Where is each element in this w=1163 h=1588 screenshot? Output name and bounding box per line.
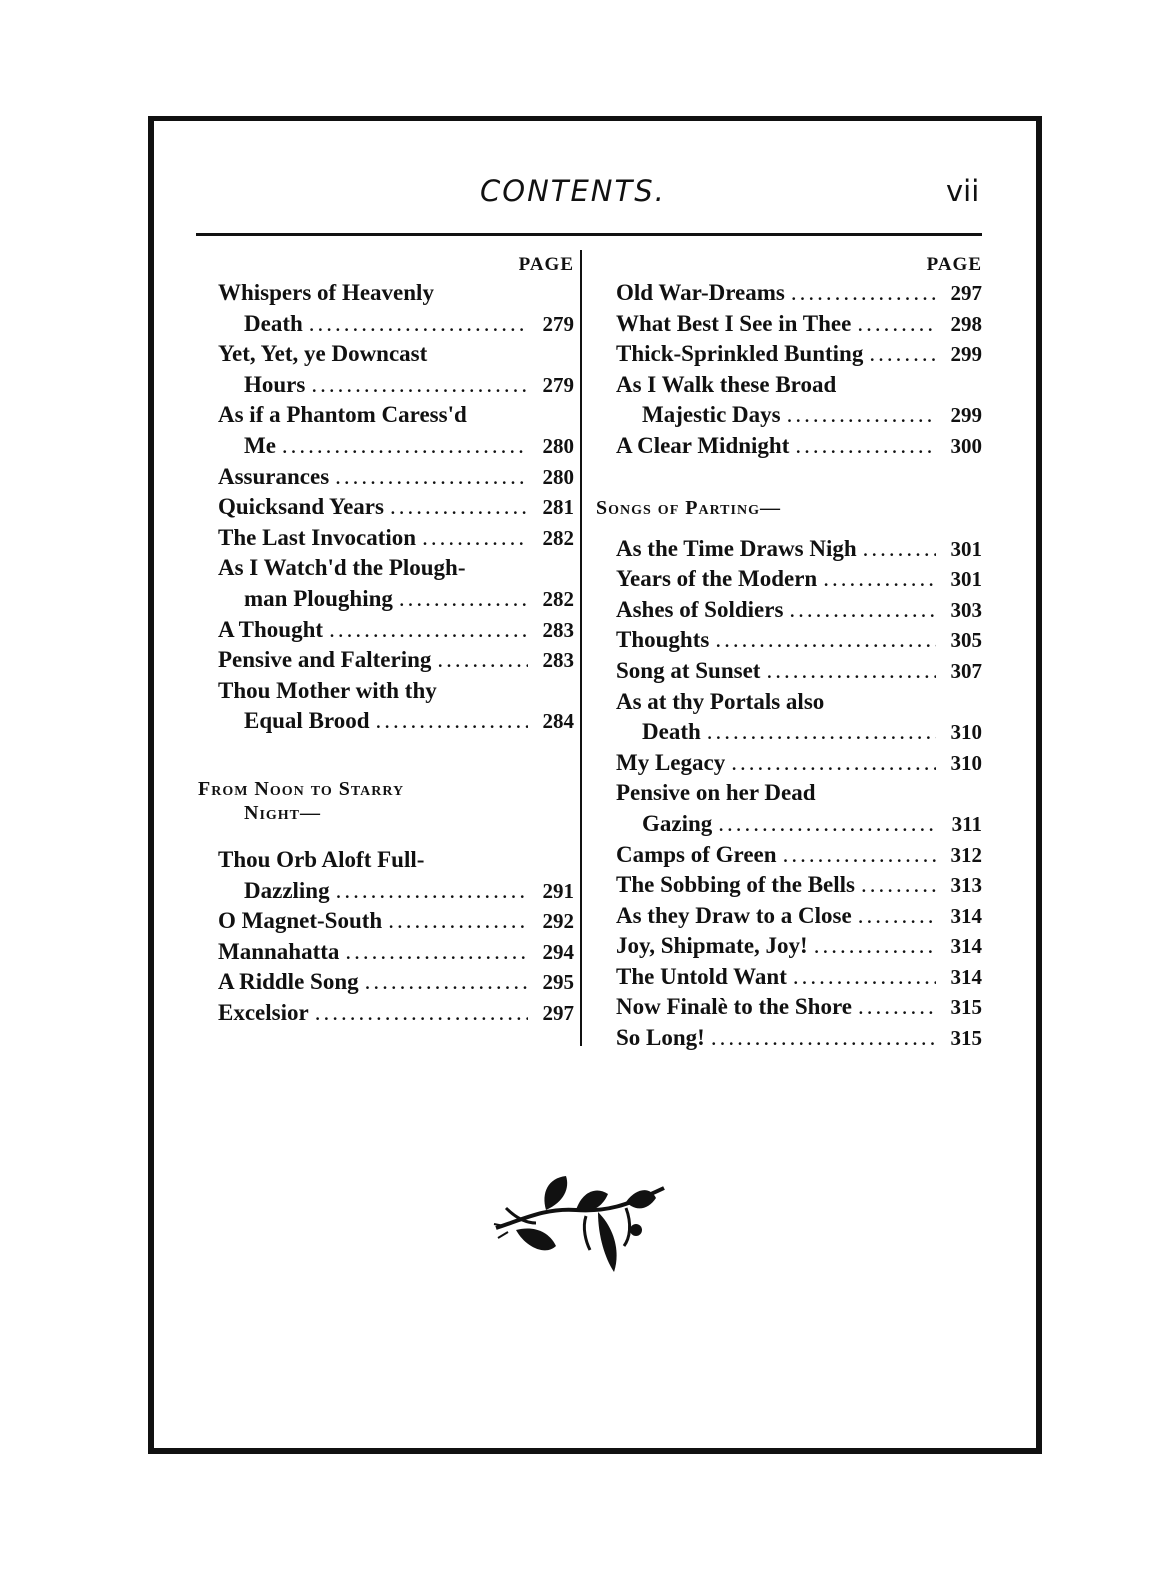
page-number: vii (946, 174, 980, 208)
toc-entry (198, 462, 574, 493)
entry-title: As I Walk these Broad (616, 371, 837, 397)
entry-page-number: 314 (950, 934, 982, 959)
column-divider (580, 250, 582, 1046)
entry-title: The Untold Want (616, 963, 787, 989)
entry-page-number: 303 (950, 597, 982, 622)
entry-title: Hours (244, 371, 306, 397)
entry-page-number: 314 (950, 964, 982, 989)
toc-entry (596, 278, 982, 309)
dot-leader (766, 656, 936, 687)
contents-right-column (596, 252, 982, 1054)
toc-entry (198, 845, 574, 906)
toc-entry (596, 625, 982, 656)
dot-leader (422, 523, 528, 554)
section-heading-songs-of-parting: Songs of Parting— (596, 496, 781, 519)
toc-entry (596, 931, 982, 962)
entry-page-number: 279 (542, 311, 574, 336)
entry-title: Majestic Days (642, 402, 781, 428)
entry-page-number: 307 (950, 658, 982, 683)
toc-entry (596, 564, 982, 595)
toc-entry (198, 967, 574, 998)
entry-title: My Legacy (616, 749, 726, 775)
entry-title: O Magnet-South (218, 908, 383, 934)
entry-title: Dazzling (244, 877, 330, 903)
entry-title: Ashes of Soldiers (616, 596, 784, 622)
entry-page-number: 297 (542, 1000, 574, 1025)
dot-leader (787, 400, 936, 431)
entry-title: Thick-Sprinkled Bunting (616, 341, 864, 367)
dot-leader (791, 278, 936, 309)
entry-title: The Last Invocation (218, 524, 417, 550)
toc-entry (596, 778, 982, 839)
toc-entry (596, 992, 982, 1023)
entry-title: A Clear Midnight (616, 432, 790, 458)
right-entries-group-2 (596, 534, 982, 1054)
toc-entry (198, 615, 574, 646)
entry-title: Thou Orb Aloft Full- (218, 846, 425, 872)
toc-entry (596, 840, 982, 871)
dot-leader (329, 615, 528, 646)
toc-entry (596, 370, 982, 431)
entry-page-number: 283 (542, 617, 574, 642)
toc-entry (198, 937, 574, 968)
entry-title: What Best I See in Thee (616, 310, 852, 336)
entry-title: Mannahatta (218, 938, 340, 964)
entry-page-number: 305 (950, 628, 982, 653)
entry-page-number: 291 (542, 878, 574, 903)
entry-page-number: 284 (542, 709, 574, 734)
left-entries-group-1 (198, 278, 574, 737)
toc-entry (596, 339, 982, 370)
dot-leader (388, 906, 528, 937)
toc-entry (596, 901, 982, 932)
entry-title: Pensive and Faltering (218, 647, 432, 673)
toc-entry (596, 534, 982, 565)
toc-entry (198, 278, 574, 339)
dot-leader (783, 840, 936, 871)
right-entries-group-1 (596, 278, 982, 462)
entry-page-number: 283 (542, 648, 574, 673)
left-entries-group-2 (198, 845, 574, 1029)
entry-title: Thoughts (616, 627, 710, 653)
toc-entry (596, 687, 982, 748)
page-column-label: PAGE (926, 254, 982, 275)
entry-page-number: 297 (950, 281, 982, 305)
entry-title: Song at Sunset (616, 657, 761, 683)
dot-leader (365, 967, 528, 998)
toc-entry (596, 309, 982, 340)
toc-entry (198, 553, 574, 614)
entry-page-number: 298 (950, 311, 982, 336)
dot-leader (282, 431, 528, 462)
toc-entry (596, 431, 982, 462)
entry-title: Equal Brood (244, 708, 370, 734)
page-column-label: PAGE (518, 254, 574, 275)
dot-leader (376, 706, 529, 737)
entry-title: As they Draw to a Close (616, 902, 852, 928)
entry-page-number: 282 (542, 586, 574, 611)
contents-left-column (198, 252, 574, 1028)
dot-leader (858, 992, 936, 1023)
entry-title: Pensive on her Dead (616, 780, 816, 806)
dot-leader (789, 595, 936, 626)
page-title: CONTENTS. (480, 174, 666, 208)
entry-title: The Sobbing of the Bells (616, 872, 855, 898)
dot-leader (309, 309, 528, 340)
entry-title: Whispers of Heavenly (218, 280, 434, 305)
entry-title: Now Finalè to the Shore (616, 994, 852, 1020)
floral-sprig-icon (486, 1168, 676, 1280)
dot-leader (315, 998, 528, 1029)
dot-leader (863, 534, 936, 565)
entry-title: Joy, Shipmate, Joy! (616, 933, 808, 959)
entry-page-number: 313 (950, 873, 982, 898)
entry-page-number: 315 (950, 995, 982, 1020)
entry-title: As I Watch'd the Plough- (218, 555, 466, 581)
entry-page-number: 300 (950, 433, 982, 458)
section-heading-line: From Noon to Starry (198, 777, 405, 800)
dot-leader (858, 901, 936, 932)
entry-title: Camps of Green (616, 841, 777, 867)
toc-entry (198, 400, 574, 461)
entry-title: Quicksand Years (218, 494, 384, 520)
entry-title: A Thought (218, 616, 324, 642)
toc-entry (198, 492, 574, 523)
toc-entry (198, 645, 574, 676)
entry-title: man Ploughing (244, 585, 393, 611)
toc-entry (198, 998, 574, 1029)
dot-leader (793, 962, 936, 993)
toc-entry (596, 1023, 982, 1054)
dot-leader (345, 937, 528, 968)
entry-title: As at thy Portals also (616, 688, 825, 714)
entry-title: As the Time Draws Nigh (616, 535, 857, 561)
dot-leader (823, 564, 936, 595)
toc-entry (198, 523, 574, 554)
entry-title: Death (244, 310, 303, 336)
entry-page-number: 314 (950, 903, 982, 928)
entry-page-number: 310 (950, 720, 982, 745)
section-heading-noon-to-starry-night (198, 777, 574, 825)
toc-entry (596, 748, 982, 779)
entry-page-number: 301 (950, 567, 982, 592)
entry-page-number: 310 (950, 750, 982, 775)
entry-title: Gazing (642, 810, 713, 836)
entry-title: As if a Phantom Caress'd (218, 402, 467, 428)
entry-title: Death (642, 719, 701, 745)
entry-title: Years of the Modern (616, 566, 818, 592)
dot-leader (861, 870, 936, 901)
entry-page-number: 299 (950, 342, 982, 367)
toc-entry (596, 656, 982, 687)
entry-page-number: 280 (542, 433, 574, 458)
entry-page-number: 312 (950, 842, 982, 867)
entry-title: Old War-Dreams (616, 280, 785, 305)
dot-leader (390, 492, 528, 523)
entry-page-number: 315 (950, 1026, 982, 1051)
toc-entry (596, 595, 982, 626)
entry-title: So Long! (616, 1025, 705, 1051)
entry-page-number: 311 (951, 811, 982, 836)
dot-leader (857, 309, 936, 340)
entry-page-number: 294 (542, 939, 574, 964)
toc-entry (596, 962, 982, 993)
entry-page-number: 292 (542, 909, 574, 934)
dot-leader (814, 931, 936, 962)
dot-leader (711, 1023, 936, 1054)
dot-leader (869, 339, 936, 370)
toc-entry (596, 870, 982, 901)
entry-title: Me (244, 432, 276, 458)
entry-title: A Riddle Song (218, 969, 359, 995)
entry-title: Assurances (218, 463, 330, 489)
toc-entry (198, 339, 574, 400)
dot-leader (795, 431, 936, 462)
entry-title: Thou Mother with thy (218, 677, 437, 703)
dot-leader (335, 462, 528, 493)
header-rule (196, 233, 982, 236)
dot-leader (718, 809, 936, 840)
toc-entry (198, 676, 574, 737)
entry-page-number: 280 (542, 464, 574, 489)
dot-leader (715, 625, 936, 656)
entry-page-number: 295 (542, 970, 574, 995)
entry-page-number: 299 (950, 403, 982, 428)
entry-title: Yet, Yet, ye Downcast (218, 341, 428, 367)
toc-entry (198, 906, 574, 937)
dot-leader (336, 876, 528, 907)
section-heading-line: Night— (244, 801, 322, 824)
dot-leader (731, 748, 936, 779)
dot-leader (707, 717, 936, 748)
entry-page-number: 279 (542, 372, 574, 397)
entry-page-number: 282 (542, 525, 574, 550)
entry-page-number: 281 (542, 495, 574, 520)
entry-page-number: 301 (950, 536, 982, 561)
dot-leader (399, 584, 528, 615)
entry-title: Excelsior (218, 999, 309, 1025)
dot-leader (311, 370, 528, 401)
dot-leader (437, 645, 528, 676)
